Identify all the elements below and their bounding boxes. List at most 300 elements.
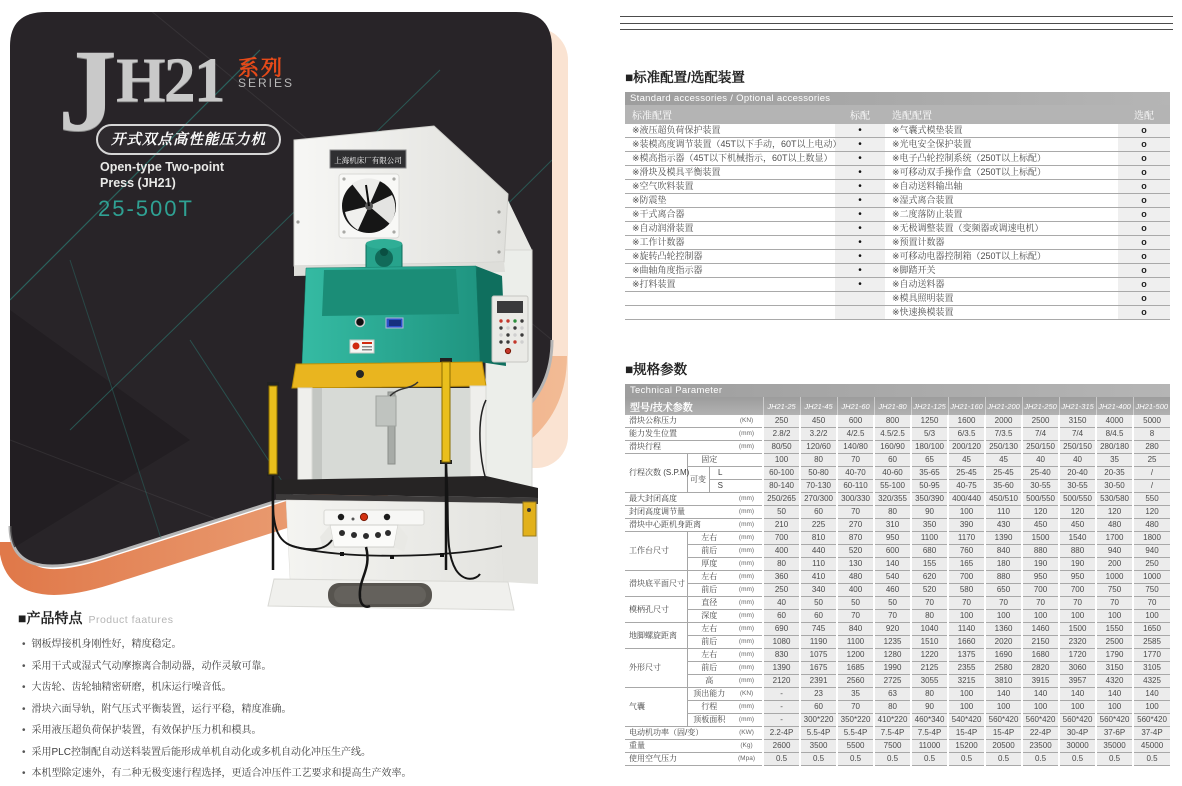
model-header: JH21-500 (1133, 397, 1170, 415)
value-cell: 25-45 (948, 467, 985, 480)
value-cell: 40-75 (948, 480, 985, 493)
cell: ※模具照明装置 (885, 292, 1118, 306)
value-cell: 65 (911, 454, 948, 467)
value-cell: 2580 (985, 662, 1022, 675)
cell: ※旋转凸轮控制器 (625, 250, 835, 264)
value-cell: 1650 (1133, 623, 1170, 636)
value-cell: 700 (1022, 584, 1059, 597)
cell: ※防震垫 (625, 194, 835, 208)
table-row (625, 415, 1170, 428)
table-row (625, 571, 1170, 584)
value-cell: 30-55 (1059, 480, 1096, 493)
value-cell: 140/80 (837, 441, 874, 454)
value-cell: 60 (763, 610, 800, 623)
cell: (mm) (731, 493, 763, 506)
value-cell: 320/355 (874, 493, 911, 506)
value-cell: 1220 (911, 649, 948, 662)
value-cell: 1390 (985, 532, 1022, 545)
value-cell: 1100 (911, 532, 948, 545)
value-cell: 1800 (1133, 532, 1170, 545)
row-label: 气囊 (625, 688, 687, 727)
cell (625, 292, 835, 306)
features-list (22, 635, 478, 779)
cell (731, 480, 763, 493)
value-cell: 460 (874, 584, 911, 597)
value-cell: 250/150 (1022, 441, 1059, 454)
value-cell: 90 (911, 506, 948, 519)
value-cell: 70 (837, 701, 874, 714)
value-cell: 250 (1133, 558, 1170, 571)
value-cell: 2320 (1059, 636, 1096, 649)
cell: 顶板面积 (687, 714, 731, 727)
specs-title: ■规格参数 (625, 362, 688, 377)
base-button-black1 (338, 514, 344, 520)
row-label: 地脚螺旋距离 (625, 623, 687, 649)
feature-item: • 本机型除定速外，有二种无极变速行程选择，更适合冲压件工艺要求和提高生产效率。 (22, 764, 478, 779)
row-label: 使用空气压力 (625, 753, 731, 766)
value-cell: 100 (985, 701, 1022, 714)
value-cell: 300/330 (837, 493, 874, 506)
cell: • (835, 138, 885, 152)
accessories-subtitle-bar: Standard accessories / Optional accessories (625, 92, 1170, 105)
cell: 左右 (687, 649, 731, 662)
value-cell: 450/510 (985, 493, 1022, 506)
cell: (mm) (731, 649, 763, 662)
specs-subtitle-bar: Technical Parameter (625, 384, 1170, 397)
value-cell: 7.5-4P (911, 727, 948, 740)
value-cell: 410 (800, 571, 837, 584)
tonnage-range: 25-500T (98, 196, 194, 221)
value-cell: 950 (874, 532, 911, 545)
value-cell: 50 (800, 597, 837, 610)
value-cell: 4320 (1096, 675, 1133, 688)
cell: • (835, 278, 885, 292)
value-cell: / (1133, 467, 1170, 480)
value-cell: 2500 (1022, 415, 1059, 428)
accessories-table (625, 105, 1170, 320)
cell: ※液压超负荷保护装置 (625, 124, 835, 138)
value-cell: 2600 (763, 740, 800, 753)
product-features-section (18, 608, 478, 786)
cell: (mm) (731, 610, 763, 623)
specs-table-body (625, 415, 1170, 766)
value-cell: 0.5 (763, 753, 800, 766)
cell: • (835, 180, 885, 194)
value-cell: 1550 (1096, 623, 1133, 636)
cell: (mm) (731, 636, 763, 649)
value-cell: 2560 (837, 675, 874, 688)
base-button-red (360, 513, 367, 520)
value-cell: 0.5 (1059, 753, 1096, 766)
value-cell: 70-130 (800, 480, 837, 493)
value-cell: 80 (911, 688, 948, 701)
value-cell: 100 (948, 701, 985, 714)
cell: • (835, 152, 885, 166)
cell: o (1118, 124, 1170, 138)
value-cell: 700 (1059, 584, 1096, 597)
value-cell: 1460 (1022, 623, 1059, 636)
value-cell: 55-100 (874, 480, 911, 493)
row-label: 模柄孔尺寸 (625, 597, 687, 623)
value-cell: 340 (800, 584, 837, 597)
value-cell: 2500 (1096, 636, 1133, 649)
value-cell: 70 (948, 597, 985, 610)
value-cell: 2120 (763, 675, 800, 688)
feature-item: • 钢板焊接机身刚性好，精度稳定。 (22, 635, 478, 650)
cell (731, 467, 763, 480)
value-cell: 7/3.5 (985, 428, 1022, 441)
row-label: 工作台尺寸 (625, 532, 687, 571)
value-cell: 560*420 (1096, 714, 1133, 727)
value-cell: 0.5 (948, 753, 985, 766)
table-row (625, 532, 1170, 545)
value-cell: 100 (1059, 610, 1096, 623)
value-cell: 1100 (837, 636, 874, 649)
value-cell: 70 (837, 454, 874, 467)
cell: 厚度 (687, 558, 731, 571)
value-cell: 840 (985, 545, 1022, 558)
value-cell: 1685 (837, 662, 874, 675)
features-title-en: Product faatures (88, 614, 174, 626)
value-cell: 2355 (948, 662, 985, 675)
table-row (625, 623, 1170, 636)
value-cell: 520 (911, 584, 948, 597)
value-cell: 2391 (800, 675, 837, 688)
value-cell: 400 (837, 584, 874, 597)
value-cell: 210 (763, 519, 800, 532)
cell: ※打料装置 (625, 278, 835, 292)
cell: (mm) (731, 441, 763, 454)
value-cell: 140 (1133, 688, 1170, 701)
value-cell: 530/580 (1096, 493, 1133, 506)
value-cell: 4/2.5 (837, 428, 874, 441)
specs-section (625, 358, 1170, 766)
cell: o (1118, 180, 1170, 194)
value-cell: 350/390 (911, 493, 948, 506)
value-cell: 1360 (985, 623, 1022, 636)
value-cell: 1770 (1133, 649, 1170, 662)
table-row (625, 306, 1170, 320)
cell: (mm) (731, 519, 763, 532)
value-cell: 8/4.5 (1096, 428, 1133, 441)
value-cell: 100 (948, 688, 985, 701)
table-header-row (625, 105, 1170, 124)
value-cell: 0.5 (874, 753, 911, 766)
value-cell: 60 (800, 701, 837, 714)
value-cell: 80 (911, 610, 948, 623)
table-row (625, 208, 1170, 222)
value-cell: 2150 (1022, 636, 1059, 649)
machine-die-space (298, 382, 486, 482)
table-row (625, 292, 1170, 306)
cell: o (1118, 138, 1170, 152)
cell: ※自动送料器 (885, 278, 1118, 292)
value-cell: 350 (911, 519, 948, 532)
table-row (625, 662, 1170, 675)
cell: (mm) (731, 675, 763, 688)
value-cell: 25 (1133, 454, 1170, 467)
value-cell: 40 (763, 597, 800, 610)
value-cell: 2725 (874, 675, 911, 688)
table-row (625, 180, 1170, 194)
cell (835, 292, 885, 306)
value-cell: 3105 (1133, 662, 1170, 675)
value-cell: 45000 (1133, 740, 1170, 753)
value-cell: 50-80 (800, 467, 837, 480)
value-cell: 50 (763, 506, 800, 519)
value-cell: 70 (1133, 597, 1170, 610)
value-cell: 1600 (948, 415, 985, 428)
cell: o (1118, 278, 1170, 292)
value-cell: 80 (763, 558, 800, 571)
model-header: JH21-315 (1059, 397, 1096, 415)
accessories-section (625, 66, 1170, 320)
value-cell: 450 (1059, 519, 1096, 532)
cell: ※可移动双手操作盒（250T以上标配） (885, 166, 1118, 180)
value-cell: 440 (800, 545, 837, 558)
value-cell: 4325 (1133, 675, 1170, 688)
cell: 前后 (687, 636, 731, 649)
value-cell: 40-70 (837, 467, 874, 480)
value-cell: 680 (911, 545, 948, 558)
value-cell: 560*420 (1133, 714, 1170, 727)
value-cell: 60-100 (763, 467, 800, 480)
value-cell: 1675 (800, 662, 837, 675)
value-cell: 3.2/2 (800, 428, 837, 441)
value-cell: 100 (1096, 610, 1133, 623)
value-cell: 830 (763, 649, 800, 662)
value-cell: 165 (948, 558, 985, 571)
value-cell: 100 (763, 454, 800, 467)
cell: 深度 (687, 610, 731, 623)
value-cell: 50-95 (911, 480, 948, 493)
value-cell: 140 (985, 688, 1022, 701)
value-cell: 60-110 (837, 480, 874, 493)
table-row (625, 428, 1170, 441)
row-label: 滑块底平面尺寸 (625, 571, 687, 597)
value-cell: 520 (837, 545, 874, 558)
cell: o (1118, 222, 1170, 236)
value-cell: 80 (874, 506, 911, 519)
value-cell: 480 (1133, 519, 1170, 532)
cell: L (709, 467, 731, 480)
cell: ※工作计数器 (625, 236, 835, 250)
table-row (625, 454, 1170, 467)
value-cell: 15200 (948, 740, 985, 753)
specs-header-label: 型号/技术参数 (625, 397, 763, 415)
table-row (625, 124, 1170, 138)
value-cell: 0.5 (837, 753, 874, 766)
value-cell: 35-65 (911, 467, 948, 480)
value-cell: 100 (948, 506, 985, 519)
table-row (625, 584, 1170, 597)
model-header: JH21-400 (1096, 397, 1133, 415)
value-cell: 550 (1133, 493, 1170, 506)
value-cell: 500/550 (1022, 493, 1059, 506)
value-cell: 1720 (1059, 649, 1096, 662)
subtitle-english (100, 160, 224, 191)
value-cell: 7/4 (1022, 428, 1059, 441)
value-cell: - (763, 688, 800, 701)
value-cell: 140 (874, 558, 911, 571)
cell: ※电子凸轮控制系统（250T以上标配） (885, 152, 1118, 166)
value-cell: 140 (1022, 688, 1059, 701)
table-row (625, 519, 1170, 532)
value-cell: 3915 (1022, 675, 1059, 688)
cell: 左右 (687, 532, 731, 545)
table-row (625, 636, 1170, 649)
value-cell: 225 (800, 519, 837, 532)
value-cell: 45 (948, 454, 985, 467)
value-cell: - (763, 701, 800, 714)
value-cell: 110 (985, 506, 1022, 519)
value-cell: 250 (763, 584, 800, 597)
value-cell: 920 (874, 623, 911, 636)
cell: o (1118, 306, 1170, 320)
model-header: JH21-25 (763, 397, 800, 415)
cell: (mm) (731, 558, 763, 571)
value-cell: 20-40 (1059, 467, 1096, 480)
value-cell: 650 (985, 584, 1022, 597)
value-cell: 120 (1022, 506, 1059, 519)
cell: 固定 (687, 454, 731, 467)
value-cell: 50 (837, 597, 874, 610)
value-cell: 60 (800, 506, 837, 519)
value-cell: 25-45 (985, 467, 1022, 480)
model-header: JH21-80 (874, 397, 911, 415)
feature-item: • 大齿轮、齿轮轴精密研磨，机床运行噪音低。 (22, 678, 478, 693)
value-cell: 100 (1096, 701, 1133, 714)
row-label: 能力发生位置 (625, 428, 731, 441)
value-cell: 1235 (874, 636, 911, 649)
value-cell: 2585 (1133, 636, 1170, 649)
warning-label (350, 340, 374, 353)
value-cell: 60 (800, 610, 837, 623)
value-cell: 25-40 (1022, 467, 1059, 480)
value-cell: 70 (1022, 597, 1059, 610)
row-label: 滑块行程 (625, 441, 731, 454)
table-row (625, 740, 1170, 753)
value-cell: 0.5 (985, 753, 1022, 766)
value-cell: 15-4P (985, 727, 1022, 740)
value-cell: 30-55 (1022, 480, 1059, 493)
value-cell: 37-6P (1096, 727, 1133, 740)
table-row (625, 753, 1170, 766)
cell: o (1118, 236, 1170, 250)
subtitle-pill: 开式双点高性能压力机 (96, 124, 281, 155)
cell: 左右 (687, 571, 731, 584)
value-cell: 500/550 (1059, 493, 1096, 506)
value-cell: / (1133, 480, 1170, 493)
cell: (mm) (731, 428, 763, 441)
value-cell: 0.5 (1133, 753, 1170, 766)
value-cell: 50 (874, 597, 911, 610)
value-cell: 250 (763, 415, 800, 428)
cell: (KN) (731, 415, 763, 428)
value-cell: 200 (1096, 558, 1133, 571)
cell: ※脚踏开关 (885, 264, 1118, 278)
value-cell: 80-140 (763, 480, 800, 493)
top-rule-3 (620, 29, 1173, 30)
value-cell: 540 (874, 571, 911, 584)
value-cell: 45 (985, 454, 1022, 467)
value-cell: 130 (837, 558, 874, 571)
value-cell: 360 (763, 571, 800, 584)
table-row (625, 441, 1170, 454)
cell: 直径 (687, 597, 731, 610)
cell: o (1118, 208, 1170, 222)
value-cell: 40 (1022, 454, 1059, 467)
cell: ※滑块及模具平衡装置 (625, 166, 835, 180)
value-cell: 120 (1096, 506, 1133, 519)
value-cell: 1375 (948, 649, 985, 662)
value-cell: 20500 (985, 740, 1022, 753)
cell: (mm) (731, 623, 763, 636)
value-cell: 280/180 (1096, 441, 1133, 454)
cell: 前后 (687, 662, 731, 675)
cell: (mm) (731, 597, 763, 610)
value-cell: 1990 (874, 662, 911, 675)
table-row (625, 727, 1170, 740)
subtitle-en-line1: Open-type Two-point (100, 160, 225, 174)
row-label: 封闭高度调节量 (625, 506, 731, 519)
value-cell: 70 (1096, 597, 1133, 610)
model-header: JH21-45 (800, 397, 837, 415)
value-cell: 880 (985, 571, 1022, 584)
value-cell: 2125 (911, 662, 948, 675)
value-cell: 450 (1022, 519, 1059, 532)
value-cell: 35 (837, 688, 874, 701)
value-cell: 760 (948, 545, 985, 558)
value-cell: 3215 (948, 675, 985, 688)
value-cell: 460*340 (911, 714, 948, 727)
value-cell: 30-4P (1059, 727, 1096, 740)
value-cell: 100 (1059, 701, 1096, 714)
model-header: JH21-160 (948, 397, 985, 415)
subtitle-en-line2: Press (JH21) (100, 175, 176, 190)
table-row (625, 688, 1170, 701)
value-cell: 3500 (800, 740, 837, 753)
value-cell: 3150 (1059, 415, 1096, 428)
value-cell: 120/60 (800, 441, 837, 454)
cell: (mm) (731, 506, 763, 519)
value-cell: 3957 (1059, 675, 1096, 688)
cell: o (1118, 264, 1170, 278)
cell: ※装模高度调节装置（45T以下手动，60T以上电动） (625, 138, 835, 152)
col-optional: 选配配置 (885, 105, 1118, 124)
cell: (KW) (731, 727, 763, 740)
cell: (mm) (731, 532, 763, 545)
feature-item: • 滑块六面导轨，附气压式平衡装置，运行平稳，精度准确。 (22, 700, 478, 715)
cell: • (835, 264, 885, 278)
panel-display (497, 301, 523, 313)
value-cell: 8 (1133, 428, 1170, 441)
table-row (625, 467, 1170, 480)
value-cell: 880 (1059, 545, 1096, 558)
value-cell: 600 (874, 545, 911, 558)
value-cell: 310 (874, 519, 911, 532)
value-cell: 600 (837, 415, 874, 428)
value-cell: 1190 (800, 636, 837, 649)
value-cell: 950 (1059, 571, 1096, 584)
cell: ※二度落防止装置 (885, 208, 1118, 222)
brand-letter-j: J (58, 25, 117, 156)
cell: 高 (687, 675, 731, 688)
cell: • (835, 124, 885, 138)
series-label-en: SERIES (238, 76, 295, 90)
value-cell: 700 (948, 571, 985, 584)
value-cell: 560*420 (985, 714, 1022, 727)
